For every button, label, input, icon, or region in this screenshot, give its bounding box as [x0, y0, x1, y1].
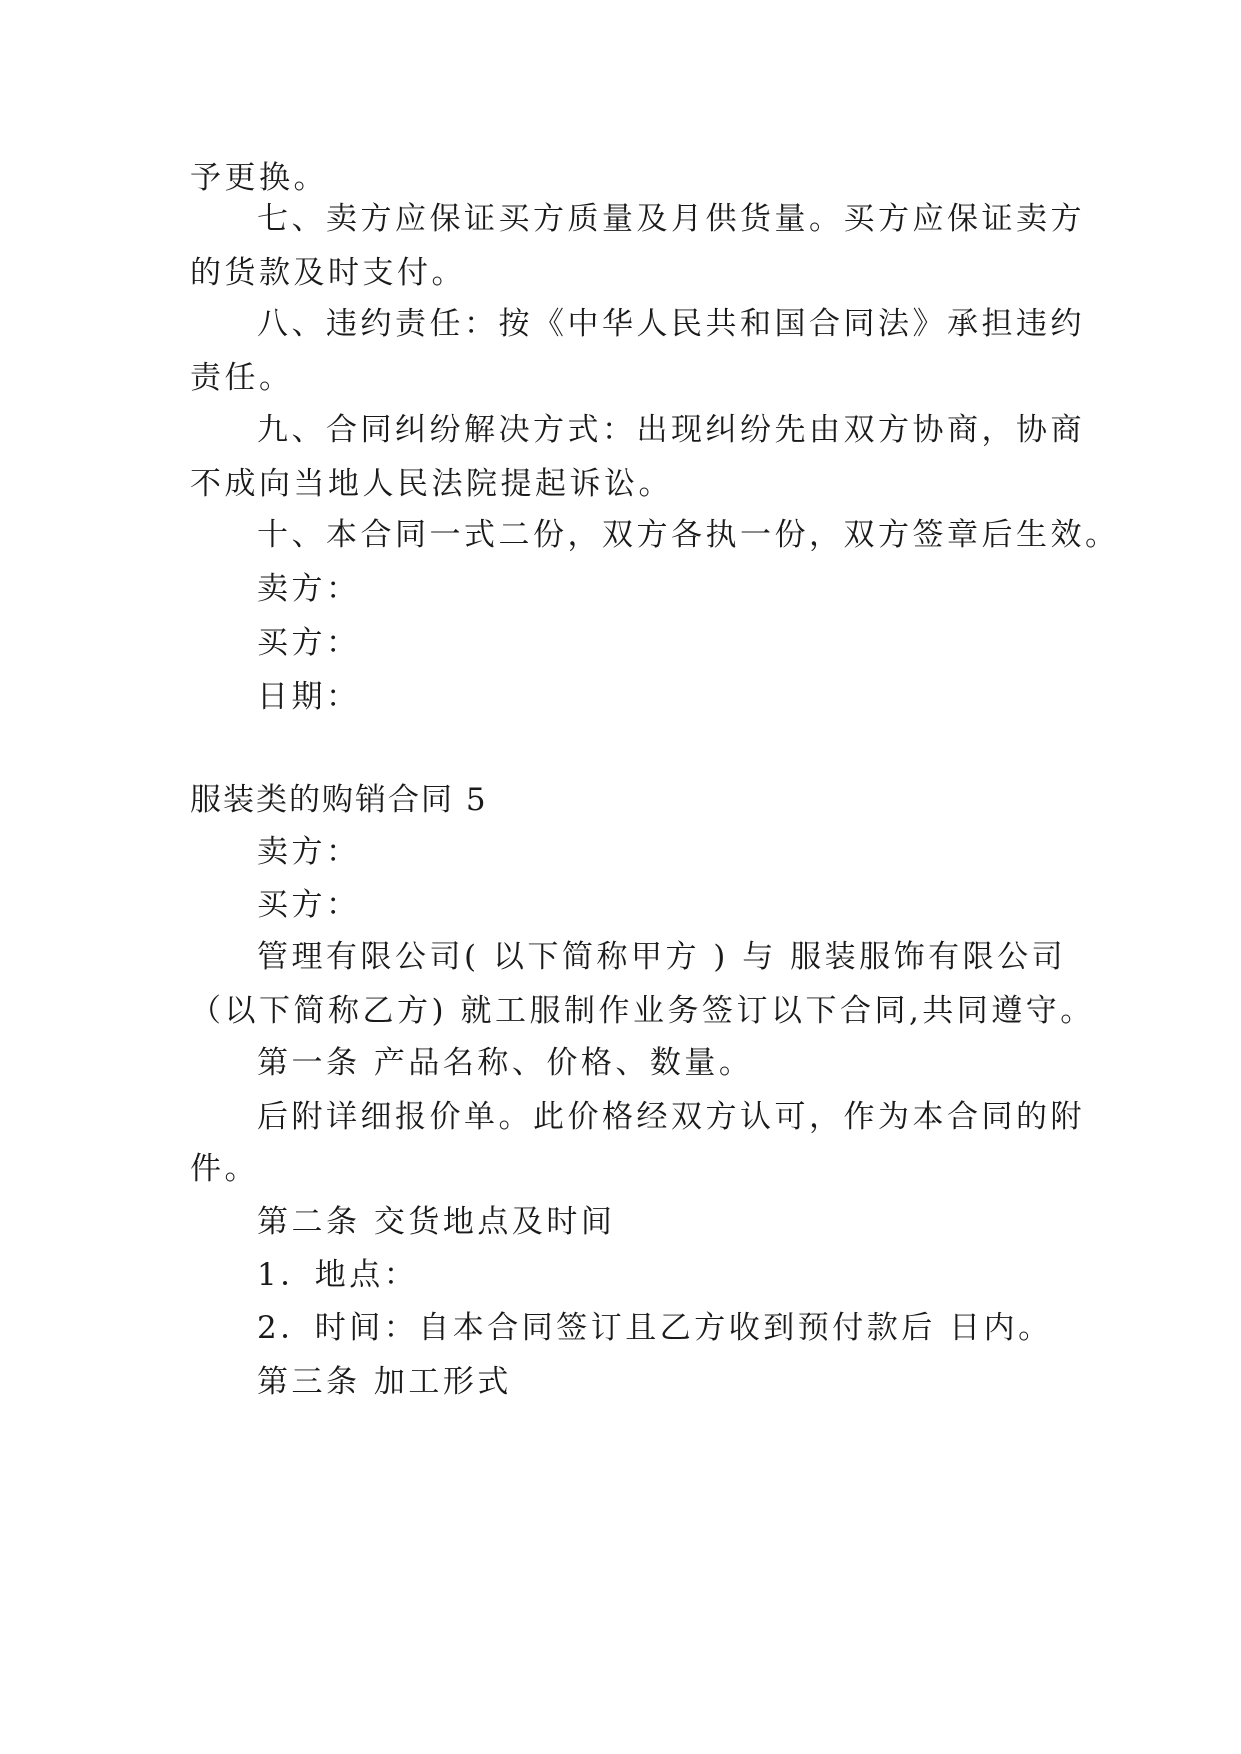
- text-line: 予更换。: [190, 160, 328, 196]
- time-item: 2．时间：自本合同签订且乙方收到预付款后 日内。: [257, 1310, 1053, 1346]
- article-1-heading: 第一条 产品名称、价格、数量。: [257, 1045, 754, 1081]
- text-line: 责任。: [190, 360, 294, 396]
- section-title: 服装类的购销合同 5: [190, 782, 488, 818]
- date-label: 日期：: [257, 679, 361, 715]
- text-line: 的货款及时支付。: [190, 255, 466, 291]
- clause-7-line: 七、卖方应保证买方质量及月供货量。买方应保证卖方: [257, 201, 1085, 237]
- parties-line: 管理有限公司( 以下简称甲方 ) 与 服装服饰有限公司: [257, 939, 1067, 975]
- article-2-heading: 第二条 交货地点及时间: [257, 1204, 616, 1240]
- seller-label: 卖方：: [257, 834, 361, 870]
- clause-10-line: 十、本合同一式二份，双方各执一份，双方签章后生效。: [257, 517, 1120, 553]
- clause-8-line: 八、违约责任：按《中华人民共和国合同法》承担违约: [257, 306, 1085, 342]
- location-item: 1．地点：: [257, 1257, 419, 1293]
- clause-9-line: 九、合同纠纷解决方式：出现纠纷先由双方协商，协商: [257, 412, 1085, 448]
- article-3-heading: 第三条 加工形式: [257, 1364, 512, 1400]
- text-line: 不成向当地人民法院提起诉讼。: [190, 466, 673, 502]
- text-line: 后附详细报价单。此价格经双方认可，作为本合同的附: [257, 1099, 1085, 1135]
- buyer-label: 买方：: [257, 625, 361, 661]
- text-line: （以下简称乙方) 就工服制作业务签订以下合同,共同遵守。: [190, 993, 1095, 1029]
- buyer-label: 买方：: [257, 887, 361, 923]
- text-line: 件。: [190, 1151, 259, 1187]
- seller-label: 卖方：: [257, 571, 361, 607]
